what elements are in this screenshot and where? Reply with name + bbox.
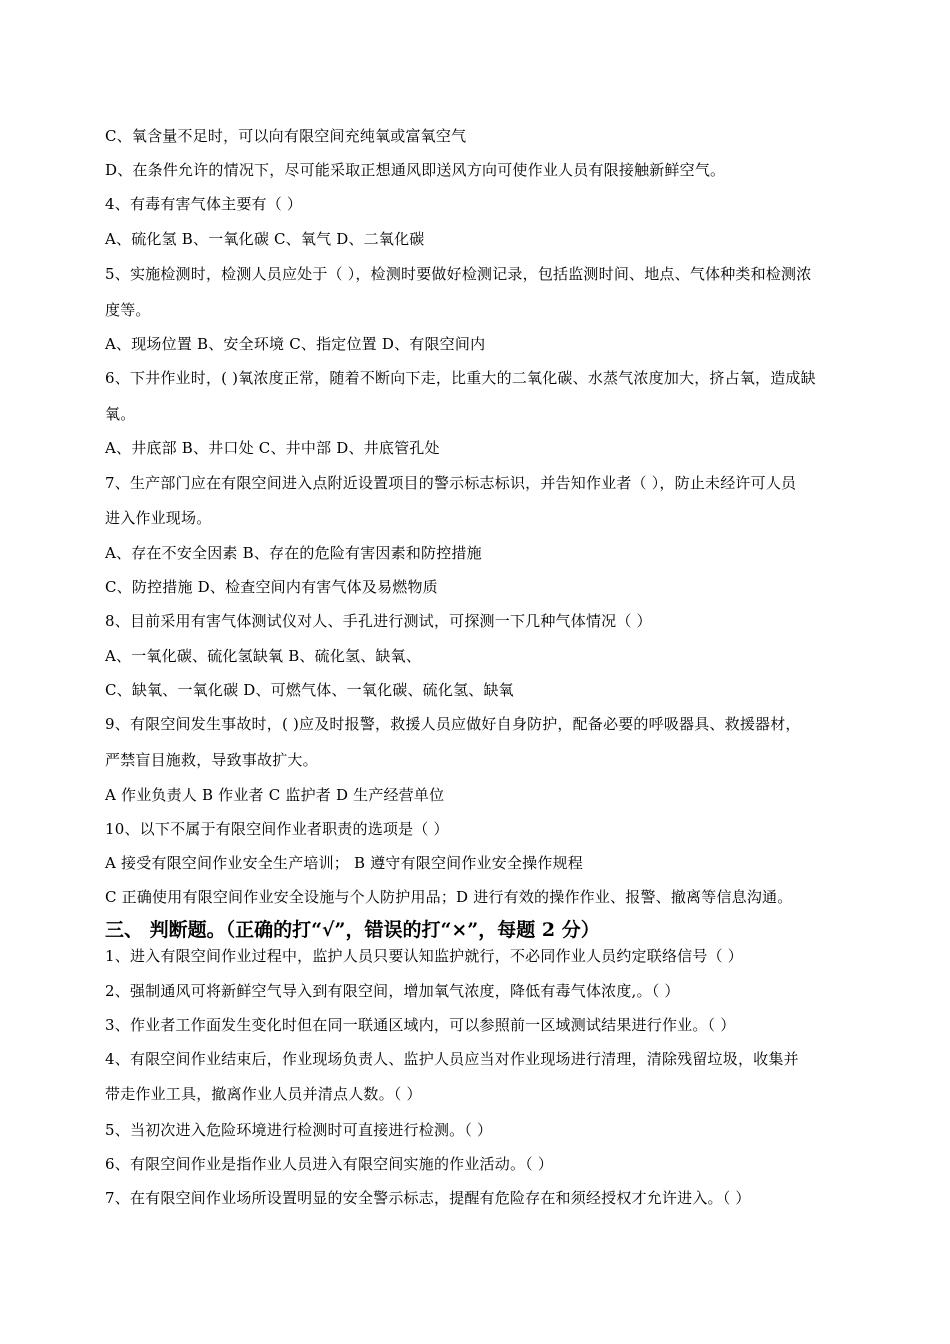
q4-stem: 4、有毒有害气体主要有（ ） [105,195,303,213]
tf-item-6: 6、有限空间作业是指作业人员进入有限空间实施的作业活动。（ ） [105,1155,554,1173]
q10-options-line1: A 接受有限空间作业安全生产培训； B 遵守有限空间作业安全操作规程 [105,854,583,872]
q7-stem-line1: 7、生产部门应在有限空间进入点附近设置项目的警示标志标识，并告知作业者（ ），防止未经许可人员 [105,474,797,492]
q7-options-line1: A、存在不安全因素 B、存在的危险有害因素和防控措施 [105,544,482,562]
q5-stem-line1: 5、实施检测时，检测人员应处于（ ），检测时要做好检测记录，包括监测时间、地点、气体种类和检测浓 [105,265,812,283]
tf-item-7: 7、在有限空间作业场所设置明显的安全警示标志，提醒有危险存在和须经授权才允许进入。（ ） [105,1189,751,1207]
tf-item-1: 1、进入有限空间作业过程中，监护人员只要认知监护就行，不必同作业人员约定联络信号（ ） [105,947,743,965]
q10-options-line2: C 正确使用有限空间作业安全设施与个人防护用品；D 进行有效的操作作业、报警、撤离等信息沟通。 [105,888,793,906]
q6-options: A、井底部 B、井口处 C、井中部 D、井底管孔处 [105,439,440,457]
q8-stem: 8、目前采用有害气体测试仪对人、手孔进行测试，可探测一下几种气体情况（ ） [105,612,652,630]
tf-item-4-line1: 4、有限空间作业结束后，作业现场负责人、监护人员应当对作业现场进行清理，清除残留垃圾，收集并 [105,1050,799,1068]
q7-options-line2: C、防控措施 D、检查空间内有害气体及易燃物质 [105,578,438,596]
q6-stem-line2: 氧。 [105,405,136,423]
q8-options-line2: C、缺氧、一氧化碳 D、可燃气体、一氧化碳、硫化氢、缺氧 [105,681,514,699]
tf-item-2: 2、强制通风可将新鲜空气导入到有限空间，增加氧气浓度，降低有毒气体浓度,。（ ） [105,982,680,1000]
q5-stem-line2: 度等。 [105,301,151,319]
q7-stem-line2: 进入作业现场。 [105,509,212,527]
tf-item-4-line2: 带走作业工具，撤离作业人员并清点人数。（ ） [105,1085,422,1103]
tf-item-3: 3、作业者工作面发生变化时但在同一联通区域内，可以参照前一区域测试结果进行作业。（ ） [105,1016,736,1034]
section3-heading: 三、 判断题。（正确的打“√”，错误的打“×”，每题 2 分） [105,919,600,941]
q10-stem: 10、以下不属于有限空间作业者职责的选项是（ ） [105,820,449,838]
q5-options: A、现场位置 B、安全环境 C、指定位置 D、有限空间内 [105,335,486,353]
q9-options: A 作业负责人 B 作业者 C 监护者 D 生产经营单位 [105,786,445,804]
q8-options-line1: A、一氧化碳、硫化氢缺氧 B、硫化氢、缺氧、 [105,647,422,665]
q6-stem-line1: 6、下井作业时，( )氧浓度正常，随着不断向下走，比重大的二氧化碳、水蒸气浓度加大，挤占氧，造成缺 [105,369,816,387]
tf-item-5: 5、当初次进入危险环境进行检测时可直接进行检测。（ ） [105,1121,493,1139]
q3-option-d: D、在条件允许的情况下，尽可能采取正想通风即送风方向可使作业人员有限接触新鲜空气。 [105,161,726,179]
q9-stem-line2: 严禁盲目施救，导致事故扩大。 [105,751,318,769]
q4-options: A、硫化氢 B、一氧化碳 C、氧气 D、二氧化碳 [105,230,425,248]
q3-option-c: C、氧含量不足时，可以向有限空间充纯氧或富氧空气 [105,127,467,145]
q9-stem-line1: 9、有限空间发生事故时，( )应及时报警，救援人员应做好自身防护，配备必要的呼吸器具、救援器材， [105,715,801,733]
